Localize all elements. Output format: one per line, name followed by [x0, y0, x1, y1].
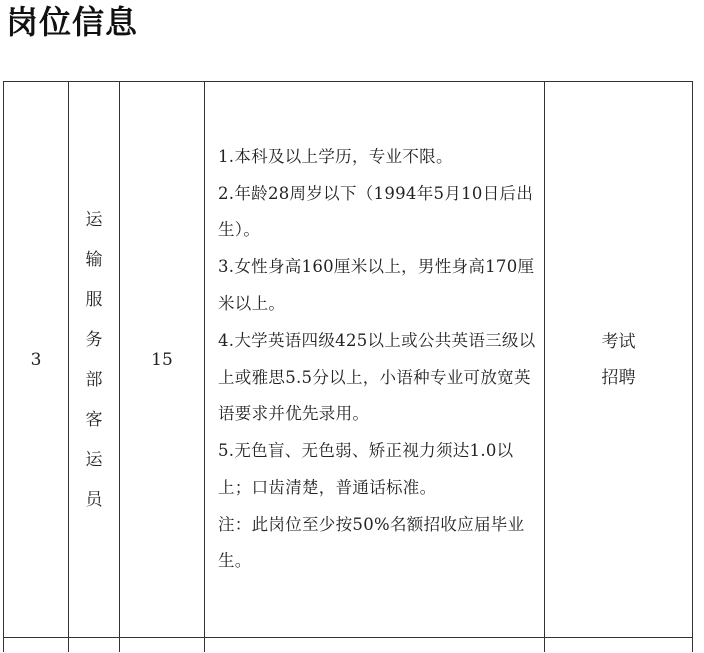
stub-cell	[69, 638, 120, 653]
table-row-partial	[4, 638, 693, 653]
count-cell	[120, 82, 205, 638]
stub-cell	[120, 638, 205, 653]
requirements-cell	[205, 82, 545, 638]
recruit-method: 考试招聘	[601, 331, 636, 388]
requirement-item: 5.无色盲、无色弱、矫正视力须达1.0以上；口齿清楚，普通话标准。	[218, 441, 514, 497]
job-table	[3, 81, 693, 652]
table-row	[4, 82, 693, 638]
row-number-cell	[4, 82, 69, 638]
requirement-item: 3.女性身高160厘米以上，男性身高170厘米以上。	[218, 257, 535, 313]
position-cell	[69, 82, 120, 638]
method-cell	[545, 82, 693, 638]
stub-cell	[4, 638, 69, 653]
requirement-item: 4.大学英语四级425以上或公共英语三级以上或雅思5.5分以上，小语种专业可放宽英语要求并优先录用。	[218, 330, 536, 424]
requirement-note: 注：此岗位至少按50%名额招收应届毕业生。	[218, 514, 525, 571]
requirements-list	[205, 133, 544, 587]
stub-cell	[545, 638, 693, 653]
page-title: 岗位信息	[6, 3, 139, 41]
position-name: 运输服务部客运员	[85, 209, 103, 510]
requirement-item: 1.本科及以上学历，专业不限。	[218, 146, 453, 166]
stub-cell	[205, 638, 545, 653]
recruit-count: 15	[151, 349, 173, 370]
row-number: 3	[30, 349, 42, 370]
requirement-item: 2.年龄28周岁以下（1994年5月10日后出生）。	[218, 183, 534, 240]
